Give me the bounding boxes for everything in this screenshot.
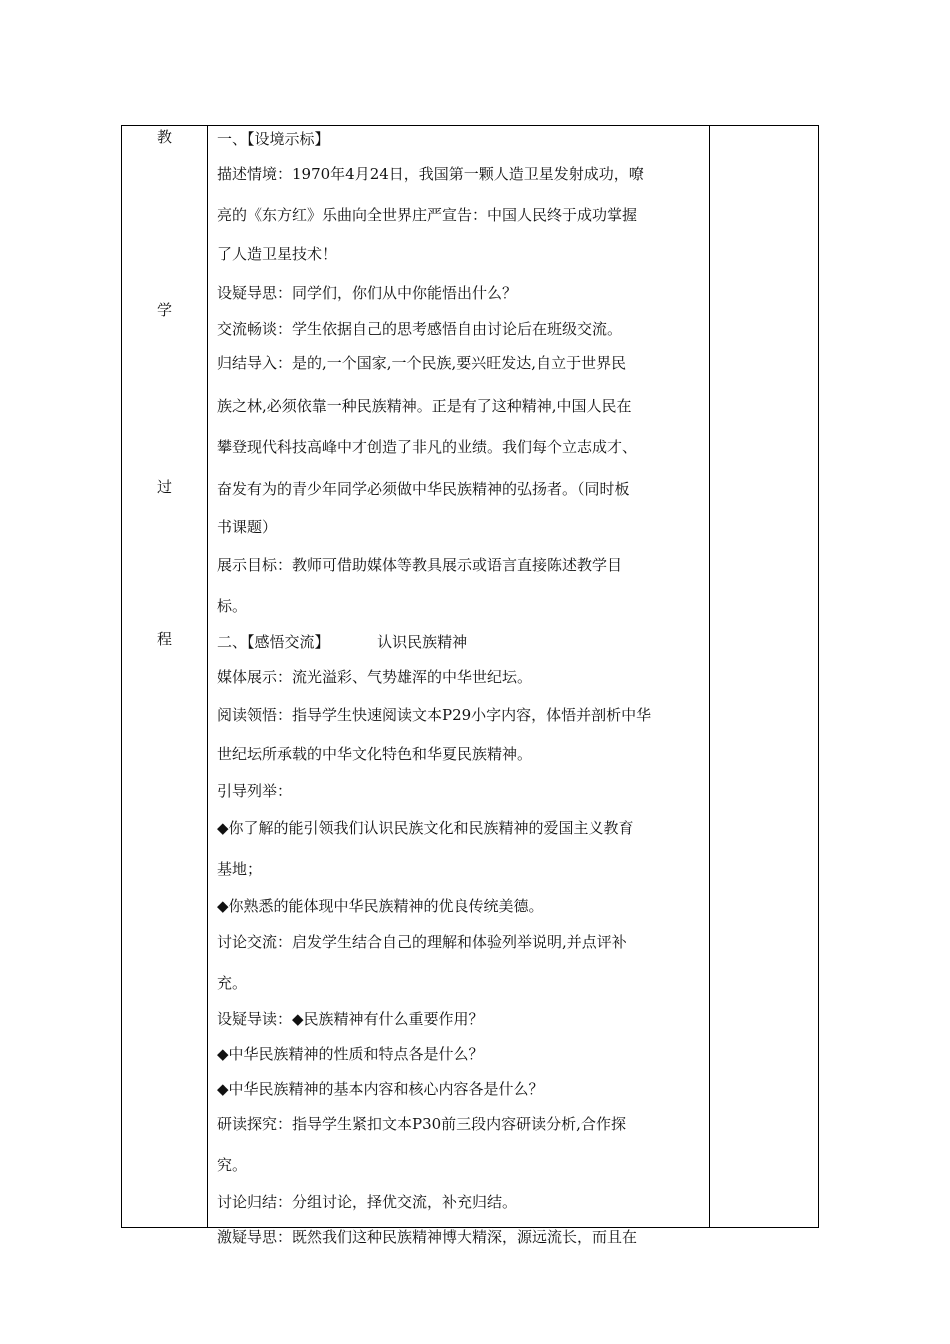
side-label-char-3: 过 <box>156 478 172 496</box>
text-line: 描述情境：1970年4月24日，我国第一颗人造卫星发射成功，嘹 <box>217 165 644 183</box>
text-line: 奋发有为的青少年同学必须做中华民族精神的弘扬者。（同时板 <box>217 480 630 498</box>
text-line: 讨论交流：启发学生结合自己的理解和体验列举说明,并点评补 <box>217 933 627 951</box>
text-line: 设疑导思：同学们，你们从中你能悟出什么？ <box>217 284 518 302</box>
text-line: 了人造卫星技术！ <box>217 245 338 263</box>
text-line: 归结导入：是的,一个国家,一个民族,要兴旺发达,自立于世界民 <box>217 354 627 372</box>
text-line: 标。 <box>217 597 248 615</box>
text-line: 族之林,必须依靠一种民族精神。正是有了这种精神,中国人民在 <box>217 397 632 415</box>
text-line: 激疑导思：既然我们这种民族精神博大精深，源远流长，而且在 <box>217 1228 638 1246</box>
text-line: 研读探究：指导学生紧扣文本P30前三段内容研读分析,合作探 <box>217 1115 626 1133</box>
text-line: ◆中华民族精神的性质和特点各是什么？ <box>217 1045 484 1063</box>
side-label-char-1: 教 <box>156 128 172 146</box>
text-line: 引导列举： <box>217 782 293 800</box>
text-line: 亮的《东方红》乐曲向全世界庄严宣告：中国人民终于成功掌握 <box>217 206 638 224</box>
text-line: 世纪坛所承载的中华文化特色和华夏民族精神。 <box>217 745 533 763</box>
text-line: 讨论归结：分组讨论，择优交流，补充归结。 <box>217 1193 518 1211</box>
text-line: 充。 <box>217 974 248 992</box>
section-heading-2: 二、【感悟交流】 认识民族精神 <box>217 633 468 651</box>
text-line: 攀登现代科技高峰中才创造了非凡的业绩。我们每个立志成才、 <box>217 438 638 456</box>
section-heading-1: 一、【设境示标】 <box>217 130 330 148</box>
text-line: 设疑导读：◆民族精神有什么重要作用？ <box>217 1010 484 1028</box>
text-line: 究。 <box>217 1156 248 1174</box>
text-line: 展示目标：教师可借助媒体等教具展示或语言直接陈述教学目 <box>217 556 623 574</box>
text-line: ◆中华民族精神的基本内容和核心内容各是什么？ <box>217 1080 544 1098</box>
text-line: 书课题） <box>217 518 278 536</box>
side-label-char-4: 程 <box>156 630 172 648</box>
text-line: ◆你熟悉的能体现中华民族精神的优良传统美德。 <box>217 897 544 915</box>
text-line: 媒体展示：流光溢彩、气势雄浑的中华世纪坛。 <box>217 668 533 686</box>
text-line: 基地； <box>217 860 263 878</box>
side-label-char-2: 学 <box>156 301 172 319</box>
column-divider-right <box>709 126 710 1227</box>
text-line: 阅读领悟：指导学生快速阅读文本P29小字内容，体悟并剖析中华 <box>217 706 652 724</box>
text-line: ◆你了解的能引领我们认识民族文化和民族精神的爱国主义教育 <box>217 819 634 837</box>
column-divider-left <box>207 126 208 1227</box>
text-line: 交流畅谈：学生依据自己的思考感悟自由讨论后在班级交流。 <box>217 320 623 338</box>
